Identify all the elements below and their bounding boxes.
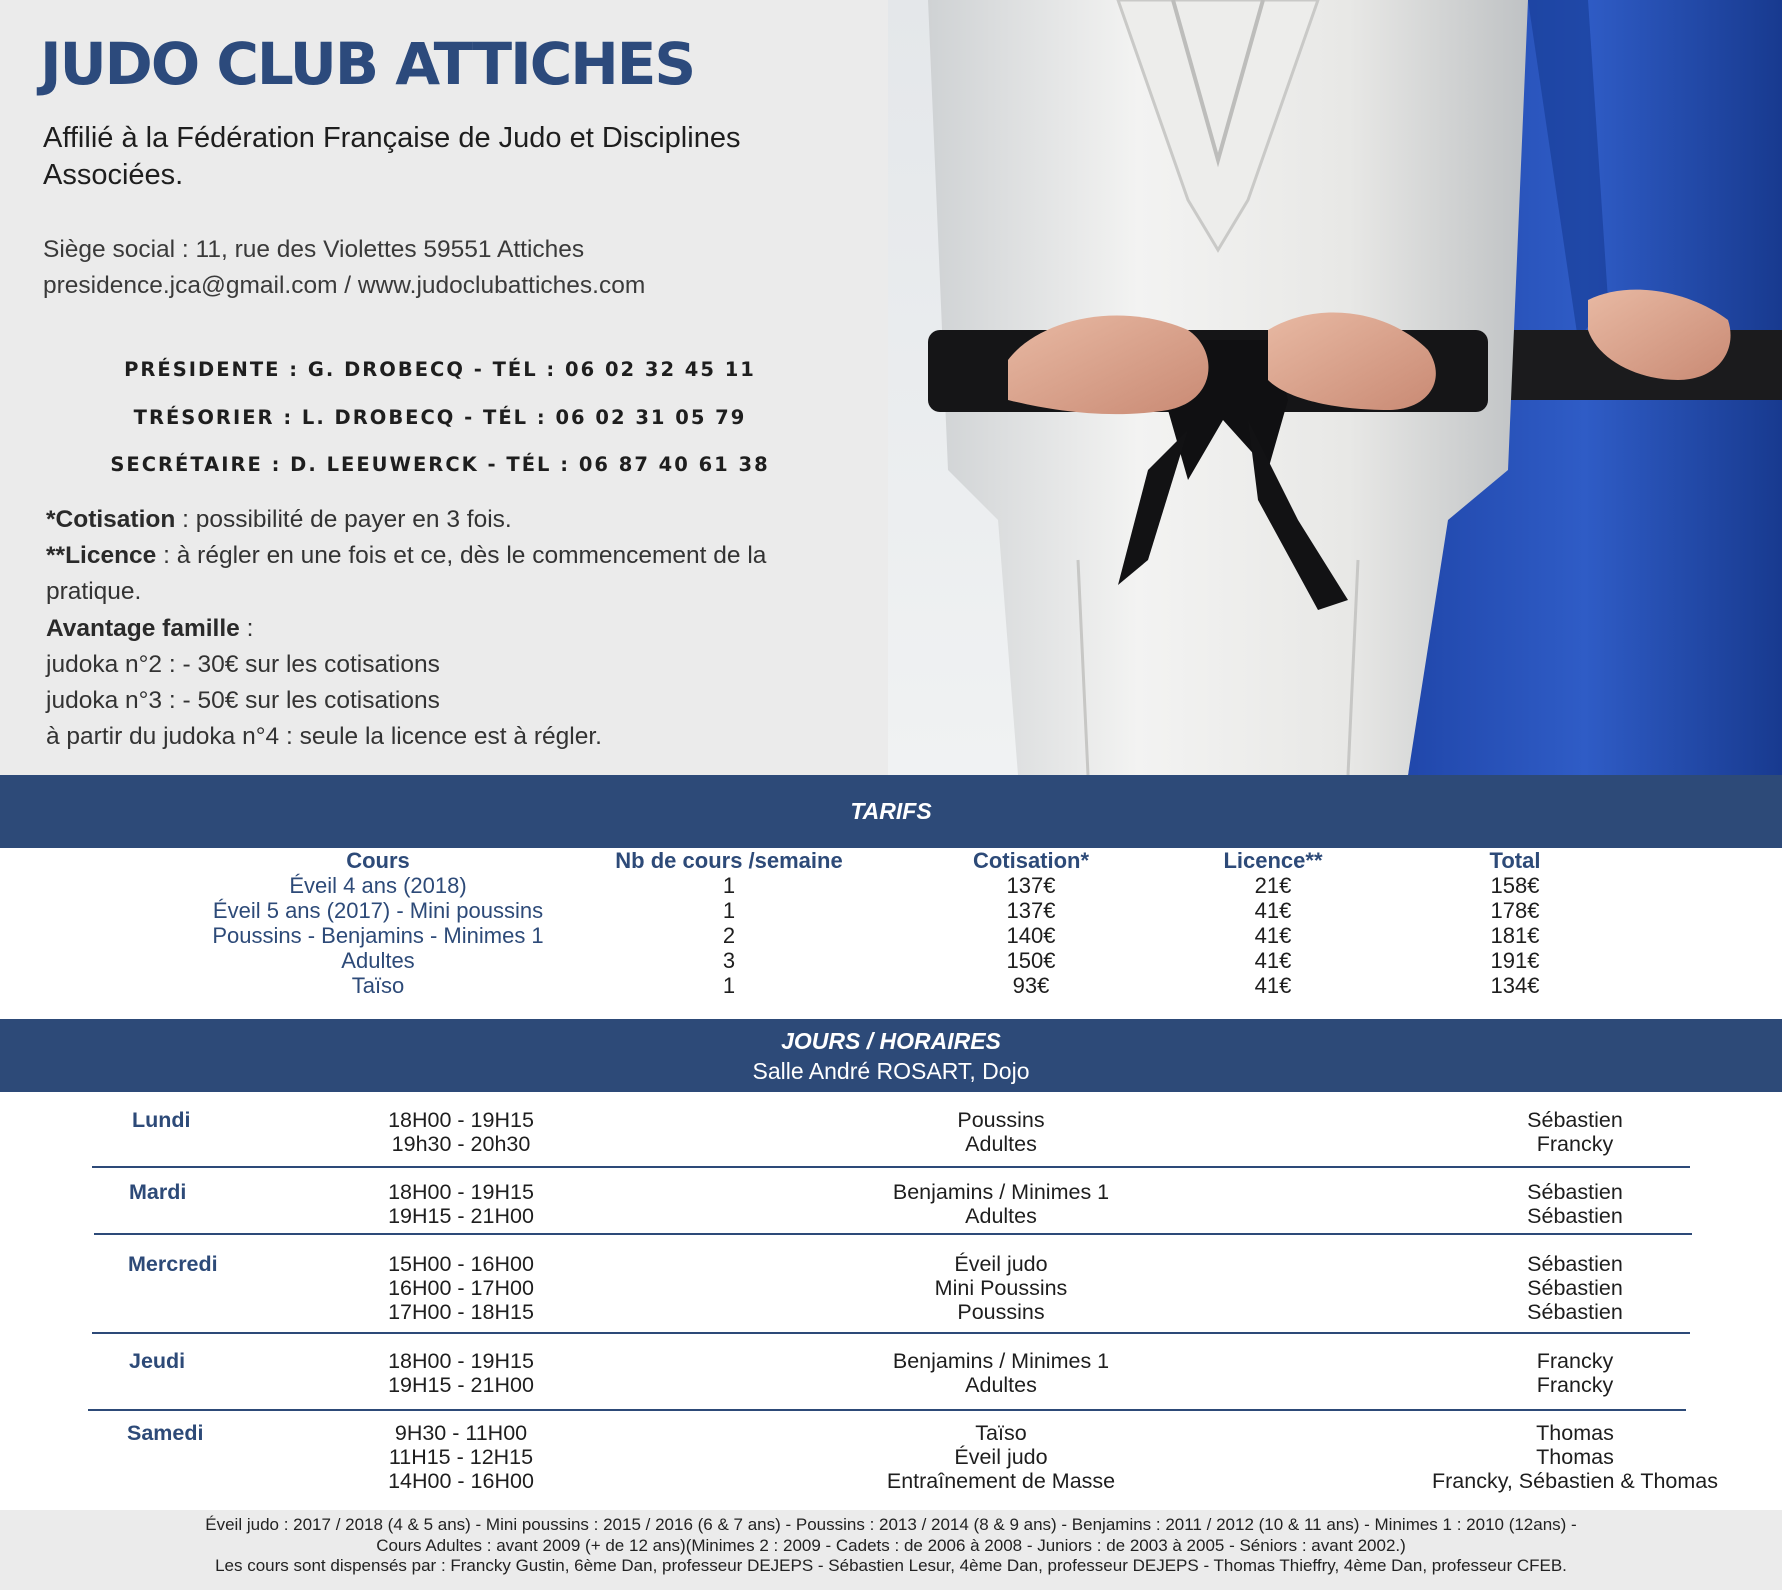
group-name: Adultes (965, 1204, 1037, 1228)
teacher-name: Francky (1536, 1349, 1614, 1373)
group-name: Adultes (965, 1132, 1037, 1156)
tarifs-cell-cours: Taïso (351, 973, 405, 998)
tarifs-cell-licence: 41€ (1254, 923, 1292, 948)
affiliation-text: Affilié à la Fédération Française de Judo et Disciplines Associées. (43, 122, 741, 191)
tarifs-cell-cotisation: 93€ (1012, 973, 1050, 998)
note-line: judoka n°2 : - 30€ sur les cotisations (46, 650, 440, 678)
tarifs-cell-cours: Éveil 5 ans (2017) - Mini poussins (212, 898, 544, 923)
tarifs-col-header: Cours (346, 848, 410, 873)
teacher-column (1375, 1180, 1775, 1228)
footer-notes (0, 1510, 1782, 1590)
time-column (361, 1421, 561, 1493)
teacher-column (1375, 1252, 1775, 1324)
tarifs-cell-cotisation: 150€ (1006, 948, 1056, 973)
time-slot: 11H15 - 12H15 (388, 1445, 534, 1469)
contacts-list (40, 355, 840, 498)
time-column (361, 1180, 561, 1228)
footer-line: Éveil judo : 2017 / 2018 (4 & 5 ans) - Mini poussins : 2015 / 2016 (6 & 7 ans) - Poussins : 2013 / 2014 (8 & 9 ans) - Benjamins : 2011 / 2012 (10 & 11 ans) - Minimes 1 : 2010 (12ans) - (205, 1515, 1577, 1534)
note-avantage (46, 611, 866, 647)
address-block (43, 232, 645, 304)
payment-notes (46, 502, 866, 755)
time-slot: 15H00 - 16H00 (388, 1252, 534, 1276)
row-divider (92, 1166, 1690, 1168)
contact-secretaire: SECRÉTAIRE : D. LEEUWERCK - TÉL : 06 87 40 61 38 (110, 453, 770, 476)
tarifs-col-header: Licence** (1223, 848, 1323, 873)
group-name: Poussins (957, 1108, 1045, 1132)
teacher-name: Sébastien (1527, 1276, 1623, 1300)
group-column (851, 1349, 1151, 1397)
row-divider (88, 1409, 1686, 1411)
tarifs-col-header: Cotisation* (972, 848, 1090, 873)
time-column (361, 1252, 561, 1324)
day-label: Lundi (132, 1108, 191, 1132)
row-divider (92, 1332, 1690, 1334)
note-licence-text: : à régler en une fois et ce, dès le commencement de la pratique. (46, 542, 767, 606)
tarifs-cell-licence: 41€ (1254, 973, 1292, 998)
email-website[interactable]: presidence.jca@gmail.com / www.judoclubattiches.com (43, 272, 646, 299)
tarifs-header-row (0, 848, 1782, 873)
tarifs-cell-licence: 41€ (1254, 898, 1292, 923)
tarifs-cell-licence: 21€ (1254, 873, 1292, 898)
tarifs-cell-cotisation: 137€ (1006, 898, 1056, 923)
note-licence (46, 538, 866, 610)
teacher-column (1375, 1108, 1775, 1156)
group-name: Benjamins / Minimes 1 (892, 1180, 1110, 1204)
tarifs-cell-cours: Adultes (341, 948, 415, 973)
teacher-column (1375, 1421, 1775, 1493)
club-info (0, 0, 888, 775)
tarifs-cell-total: 158€ (1490, 873, 1540, 898)
tarifs-cell-nb: 1 (722, 873, 736, 898)
group-column (851, 1252, 1151, 1324)
tarifs-cell-total: 181€ (1490, 923, 1540, 948)
tarifs-cell-nb: 3 (722, 948, 736, 973)
note-cotisation-label: *Cotisation (46, 506, 176, 533)
row-divider (94, 1233, 1692, 1235)
group-name: Entraînement de Masse (886, 1469, 1116, 1493)
horaires-title: JOURS / HORAIRES (781, 1028, 1001, 1054)
tarifs-title: TARIFS (850, 798, 932, 824)
group-name: Mini Poussins (934, 1276, 1068, 1300)
tarifs-header-bar (0, 775, 1782, 848)
teacher-name: Thomas (1536, 1445, 1614, 1469)
teacher-name: Sébastien (1527, 1252, 1623, 1276)
time-slot: 17H00 - 18H15 (388, 1300, 534, 1324)
group-column (851, 1108, 1151, 1156)
day-label: Jeudi (129, 1349, 186, 1373)
tarifs-cell-cours: Poussins - Benjamins - Minimes 1 (212, 923, 544, 948)
tarifs-row (0, 898, 1782, 923)
note-line: à partir du judoka n°4 : seule la licence est à régler. (46, 723, 602, 751)
contact-presidente: PRÉSIDENTE : G. DROBECQ - TÉL : 06 02 32 45 11 (124, 358, 756, 381)
tarifs-cell-nb: 1 (722, 973, 736, 998)
contact-tresorier: TRÉSORIER : L. DROBECQ - TÉL : 06 02 31 05 79 (133, 405, 747, 429)
group-column (851, 1180, 1151, 1228)
teacher-name: Francky (1536, 1373, 1614, 1397)
note-cotisation-text: : possibilité de payer en 3 fois. (175, 506, 512, 533)
horaires-subtitle: Salle André ROSART, Dojo (752, 1058, 1030, 1084)
group-name: Éveil judo (954, 1252, 1048, 1276)
time-slot: 18H00 - 19H15 (388, 1108, 534, 1132)
teacher-name: Sébastien (1527, 1204, 1623, 1228)
group-column (851, 1421, 1151, 1493)
teacher-column (1375, 1349, 1775, 1397)
judoka-photo-illustration (888, 0, 1782, 775)
teacher-name: Francky, Sébastien & Thomas (1432, 1469, 1718, 1493)
day-label: Mardi (129, 1180, 187, 1204)
horaires-header-bar (0, 1019, 1782, 1092)
tarifs-cell-licence: 41€ (1254, 948, 1292, 973)
tarifs-cell-cours: Éveil 4 ans (2018) (289, 873, 467, 898)
note-cotisation (46, 502, 866, 538)
group-name: Éveil judo (954, 1445, 1048, 1469)
group-name: Benjamins / Minimes 1 (892, 1349, 1110, 1373)
time-slot: 9H30 - 11H00 (394, 1421, 528, 1445)
teacher-name: Sébastien (1527, 1180, 1623, 1204)
footer-line: Les cours sont dispensés par : Francky Gustin, 6ème Dan, professeur DEJEPS - Sébastien Lesur, 4ème Dan, professeur DEJEPS - Thomas Thieffry, 4ème Dan, professeur CFEB. (215, 1556, 1567, 1575)
group-name: Poussins (957, 1300, 1045, 1324)
tarifs-cell-nb: 2 (722, 923, 736, 948)
time-column (361, 1349, 561, 1397)
time-slot: 14H00 - 16H00 (388, 1469, 534, 1493)
note-licence-label: **Licence (46, 542, 157, 570)
tarifs-cell-total: 191€ (1490, 948, 1540, 973)
note-avantage-text: : (239, 614, 254, 642)
header-section (0, 0, 1782, 775)
tarifs-row (0, 923, 1782, 948)
day-label: Samedi (127, 1421, 204, 1445)
group-name: Adultes (965, 1373, 1037, 1397)
time-slot: 16H00 - 17H00 (388, 1276, 534, 1300)
time-slot: 18H00 - 19H15 (388, 1180, 534, 1204)
tarifs-cell-cotisation: 140€ (1006, 923, 1056, 948)
judoka-belts-photo (888, 0, 1782, 775)
tarifs-cell-total: 134€ (1490, 973, 1540, 998)
tarifs-col-header: Nb de cours /semaine (615, 848, 843, 873)
time-column (361, 1108, 561, 1156)
tarifs-row (0, 948, 1782, 973)
teacher-name: Sébastien (1527, 1108, 1623, 1132)
teacher-name: Francky (1536, 1132, 1614, 1156)
time-slot: 19H15 - 21H00 (388, 1204, 534, 1228)
teacher-name: Thomas (1536, 1421, 1614, 1445)
tarifs-row (0, 973, 1782, 998)
siege-address: Siège social : 11, rue des Violettes 59551 Attiches (43, 236, 585, 263)
tarifs-cell-nb: 1 (722, 898, 736, 923)
note-avantage-label: Avantage famille (46, 614, 240, 642)
note-line: judoka n°3 : - 50€ sur les cotisations (46, 687, 440, 715)
time-slot: 18H00 - 19H15 (388, 1349, 534, 1373)
tarifs-col-header: Total (1489, 848, 1541, 873)
club-title: JUDO CLUB ATTICHES (40, 30, 695, 98)
teacher-name: Sébastien (1527, 1300, 1623, 1324)
time-slot: 19h30 - 20h30 (391, 1132, 531, 1156)
day-label: Mercredi (128, 1252, 218, 1276)
footer-line: Cours Adultes : avant 2009 (+ de 12 ans)(Minimes 2 : 2009 - Cadets : de 2006 à 2008 - Juniors : de 2003 à 2005 - Séniors : avant 2002.) (376, 1535, 1406, 1555)
group-name: Taïso (975, 1421, 1027, 1445)
tarifs-row (0, 873, 1782, 898)
tarifs-cell-total: 178€ (1490, 898, 1540, 923)
tarifs-cell-cotisation: 137€ (1006, 873, 1056, 898)
time-slot: 19H15 - 21H00 (388, 1373, 534, 1397)
